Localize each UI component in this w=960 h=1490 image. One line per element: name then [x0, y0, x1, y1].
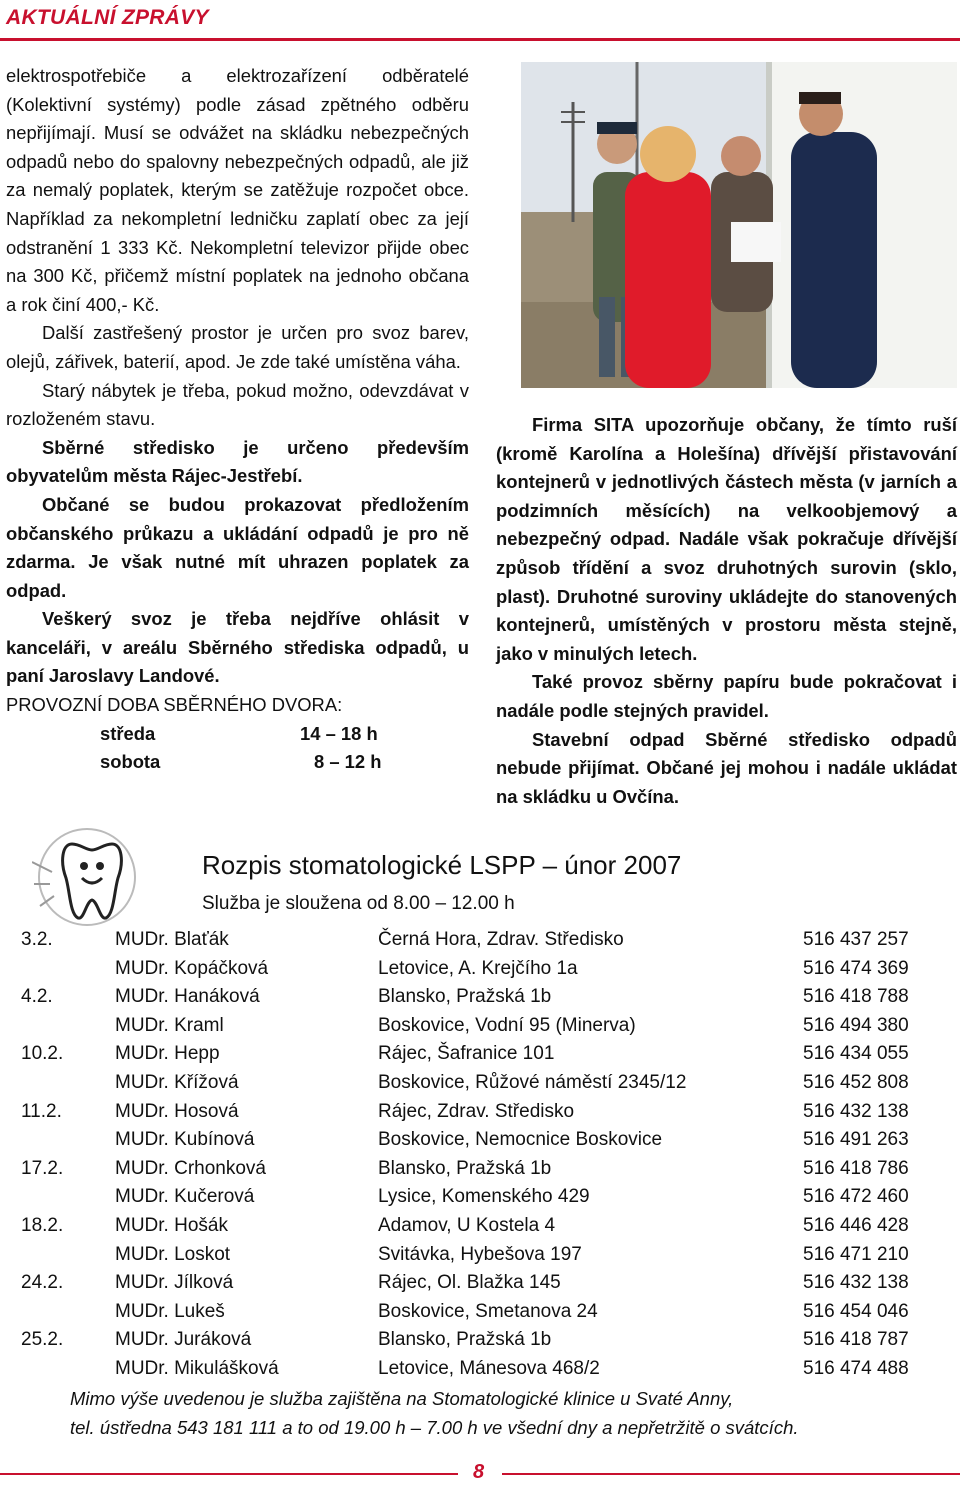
right-paragraph-2: Také provoz sběrny papíru bude pokračovat i nadále podle stejných pravidel. — [496, 671, 957, 721]
row-date: 18.2. — [21, 1214, 64, 1236]
row-address: Blansko, Pražská 1b — [378, 986, 552, 1008]
left-paragraph-1: elektrospotřebiče a elektrozařízení odběratelé (Kolektivní systémy) podle zásad zpětného odběru nepřijímají. Musí se odvážet na skládku nebezpečných odpadů nebo do spalovny nebezpečných odpadů, ale již za nemalý poplatek, kterým se zatěžuje rozpočet obce. Například za nekompletní ledničku zaplatí obec za její odstranění 1 333 Kč. Nekompletní televizor přijde obec na 300 Kč, přičemž místní poplatek na jednoho občana a rok činí 400,- Kč. — [6, 65, 469, 315]
right-paragraph-3: Stavební odpad Sběrné středisko odpadů nebude přijímat. Občané jej mohou i nadále ukládat na skládku u Ovčína. — [496, 728, 957, 807]
row-phone: 516 446 428 — [803, 1214, 909, 1236]
row-address: Letovice, A. Krejčího 1a — [378, 957, 578, 979]
hours-day: sobota — [100, 751, 161, 773]
row-doctor: MUDr. Křížová — [115, 1071, 239, 1093]
clinic-note-line: Mimo výše uvedenou je služba zajištěna na Stomatologické klinice u Svaté Anny, — [70, 1388, 734, 1409]
row-phone: 516 472 460 — [803, 1186, 909, 1208]
left-paragraph-2: Další zastřešený prostor je určen pro svoz barev, olejů, zářivek, baterií, apod. Je zde také umístěna váha. — [6, 322, 469, 372]
schedule-subtitle: Služba je sloužena od 8.00 – 12.00 h — [202, 893, 515, 914]
table-row — [21, 955, 936, 984]
right-column — [496, 411, 957, 811]
header-rule — [0, 38, 960, 41]
row-date: 17.2. — [21, 1157, 64, 1179]
section-header: AKTUÁLNÍ ZPRÁVY — [6, 6, 209, 29]
table-row — [21, 1241, 936, 1270]
row-address: Rájec, Šafranice 101 — [378, 1043, 555, 1065]
row-phone: 516 432 138 — [803, 1272, 909, 1294]
row-address: Svitávka, Hybešova 197 — [378, 1243, 582, 1265]
row-doctor: MUDr. Hošák — [115, 1214, 228, 1236]
table-row — [21, 1183, 936, 1212]
row-phone: 516 437 257 — [803, 929, 909, 950]
left-paragraph-3: Starý nábytek je třeba, pokud možno, odevzdávat v rozloženém stavu. — [6, 379, 469, 430]
row-address: Boskovice, Růžové náměstí 2345/12 — [378, 1071, 687, 1093]
table-row — [21, 1012, 936, 1041]
right-paragraph-1: Firma SITA upozorňuje občany, že tímto ruší (kromě Karolína a Holešína) dřívější přistavování kontejnerů v jednotlivých částech města (v jarních a podzimních měsících) na velkoobjemový a nebezpečný odpad. Nadále však pokračuje dřívější způsob třídění a svoz druhotných surovin (sklo, plast). Druhotné suroviny ukládejte do stanovených kontejnerů, umístěných v prostoru města stejně, jako v minulých letech. — [496, 414, 957, 664]
row-date: 4.2. — [21, 986, 53, 1008]
row-address: Boskovice, Nemocnice Boskovice — [378, 1129, 663, 1151]
row-doctor: MUDr. Juráková — [115, 1329, 252, 1351]
news-photo — [521, 62, 957, 388]
row-date: 24.2. — [21, 1272, 64, 1294]
row-date: 25.2. — [21, 1329, 64, 1351]
opening-hours-title: PROVOZNÍ DOBA SBĚRNÉHO DVORA: — [6, 694, 343, 716]
footer-rule-right — [502, 1473, 960, 1475]
row-phone: 516 471 210 — [803, 1243, 909, 1265]
table-row — [21, 1098, 936, 1127]
table-row — [21, 983, 936, 1012]
clinic-note — [70, 1384, 799, 1442]
row-doctor: MUDr. Hosová — [115, 1100, 239, 1122]
opening-hours — [100, 720, 469, 777]
row-phone: 516 474 488 — [803, 1357, 909, 1379]
row-date: 3.2. — [21, 929, 53, 950]
table-row — [21, 1212, 936, 1241]
row-phone: 516 494 380 — [803, 1014, 909, 1036]
table-row — [21, 1355, 936, 1384]
row-address: Blansko, Pražská 1b — [378, 1329, 552, 1351]
row-doctor: MUDr. Loskot — [115, 1243, 231, 1265]
row-doctor: MUDr. Jílková — [115, 1272, 234, 1294]
row-date: 11.2. — [21, 1100, 62, 1122]
row-address: Boskovice, Smetanova 24 — [378, 1300, 598, 1322]
table-row — [21, 1269, 936, 1298]
table-row — [21, 926, 936, 955]
clinic-note-line: tel. ústředna 543 181 111 a to od 19.00 h – 7.00 h ve všední dny a nepřetržitě o svátcích. — [70, 1417, 799, 1438]
table-row — [21, 1298, 936, 1327]
row-doctor: MUDr. Blaťák — [115, 929, 229, 950]
row-doctor: MUDr. Hepp — [115, 1043, 220, 1065]
table-row — [21, 1040, 936, 1069]
tooth-mascot — [32, 822, 202, 926]
row-phone: 516 474 369 — [803, 957, 909, 979]
row-doctor: MUDr. Kučerová — [115, 1186, 255, 1208]
page-number: 8 — [473, 1461, 485, 1483]
row-address: Letovice, Mánesova 468/2 — [378, 1357, 600, 1379]
photo-illustration — [521, 62, 957, 388]
row-phone: 516 418 787 — [803, 1329, 909, 1351]
page-footer — [0, 1458, 960, 1488]
row-address: Boskovice, Vodní 95 (Minerva) — [378, 1014, 636, 1036]
left-column — [6, 62, 469, 777]
table-row — [21, 1126, 936, 1155]
row-address: Blansko, Pražská 1b — [378, 1157, 552, 1179]
row-date: 10.2. — [21, 1043, 64, 1065]
row-doctor: MUDr. Kopáčková — [115, 957, 269, 979]
row-phone: 516 454 046 — [803, 1300, 909, 1322]
row-doctor: MUDr. Crhonková — [115, 1157, 266, 1179]
row-phone: 516 434 055 — [803, 1043, 909, 1065]
hours-time: 8 – 12 h — [314, 751, 382, 773]
row-phone: 516 432 138 — [803, 1100, 909, 1122]
row-doctor: MUDr. Mikulášková — [115, 1357, 279, 1379]
row-address: Černá Hora, Zdrav. Středisko — [378, 929, 624, 950]
row-address: Rájec, Zdrav. Středisko — [378, 1100, 575, 1122]
tooth-icon — [32, 822, 202, 926]
row-address: Lysice, Komenského 429 — [378, 1186, 590, 1208]
hours-day: středa — [100, 722, 156, 744]
schedule-table — [21, 926, 936, 1384]
table-row — [21, 1069, 936, 1098]
table-row — [21, 1155, 936, 1184]
left-paragraph-5: Občané se budou prokazovat předložením občanského průkazu a ukládání odpadů je pro ně zdarma. Je však nutné mít uhrazen poplatek za odpad. — [6, 493, 469, 601]
row-doctor: MUDr. Lukeš — [115, 1300, 225, 1322]
row-address: Rájec, Ol. Blažka 145 — [378, 1272, 561, 1294]
table-row — [21, 1326, 936, 1355]
row-phone: 516 418 786 — [803, 1157, 909, 1179]
row-phone: 516 418 788 — [803, 986, 909, 1008]
schedule-title: Rozpis stomatologické LSPP – únor 2007 — [202, 850, 682, 880]
left-paragraph-6: Veškerý svoz je třeba nejdříve ohlásit v kanceláři, v areálu Sběrného střediska odpadů, u paní Jaroslavy Landové. — [6, 608, 469, 687]
row-doctor: MUDr. Hanáková — [115, 986, 260, 1008]
row-phone: 516 452 808 — [803, 1071, 909, 1093]
footer-rule-left — [0, 1473, 458, 1475]
row-doctor: MUDr. Kraml — [115, 1014, 224, 1036]
hours-time: 14 – 18 h — [300, 722, 378, 744]
left-paragraph-4: Sběrné středisko je určeno především obyvatelům města Rájec-Jestřebí. — [6, 436, 469, 487]
row-phone: 516 491 263 — [803, 1129, 909, 1151]
row-address: Adamov, U Kostela 4 — [378, 1214, 556, 1236]
row-doctor: MUDr. Kubínová — [115, 1129, 255, 1151]
